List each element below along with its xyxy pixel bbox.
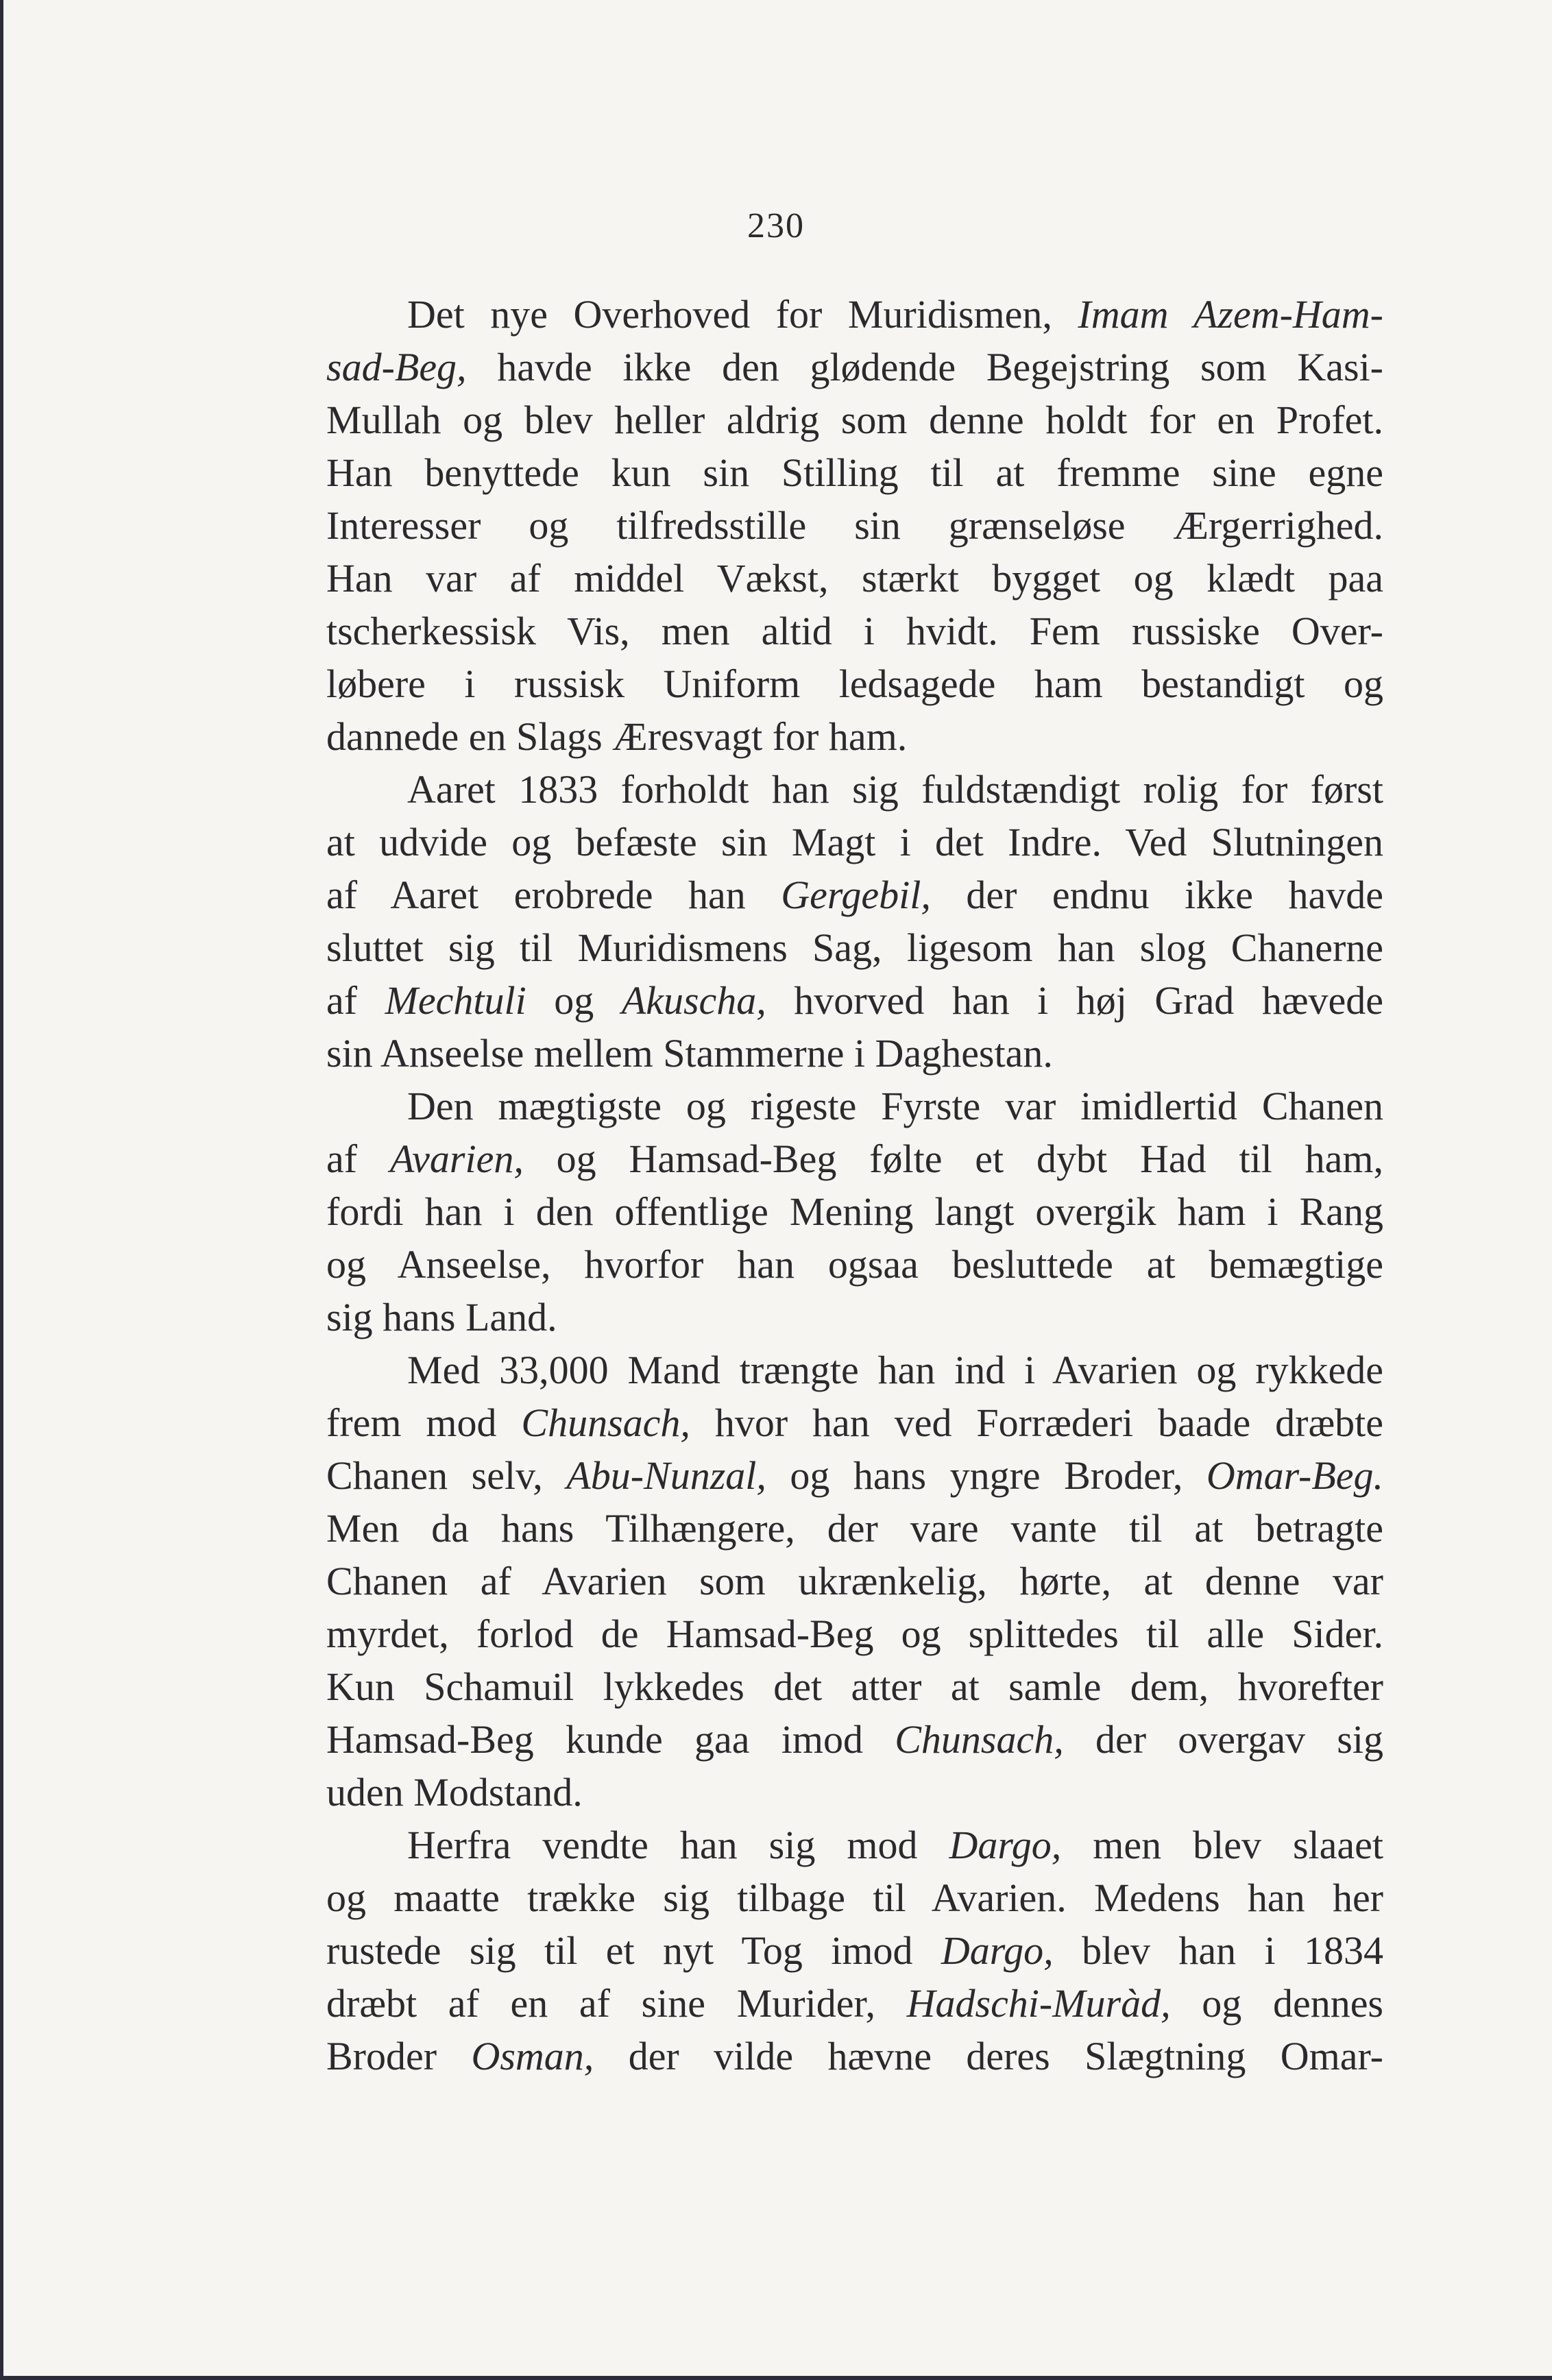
italic-run: Chunsach, bbox=[521, 1400, 690, 1445]
text-line bbox=[326, 2030, 1383, 2082]
text-line bbox=[326, 605, 1383, 657]
text-run: Mullah og blev heller aldrig som denne holdt for en Profet. bbox=[326, 398, 1383, 442]
text-run: og dennes bbox=[1170, 1981, 1383, 2026]
text-run: der overgav sig bbox=[1063, 1717, 1383, 1762]
text-line bbox=[326, 288, 1383, 341]
text-line bbox=[326, 763, 1383, 816]
text-run: sin Anseelse mellem Stammerne i Daghestan. bbox=[326, 1031, 1053, 1076]
text-line bbox=[326, 1132, 1383, 1185]
text-line bbox=[326, 1871, 1383, 1924]
text-run: af bbox=[326, 978, 385, 1023]
italic-run: Hadschi-Muràd, bbox=[906, 1981, 1171, 2026]
text-line bbox=[326, 446, 1383, 499]
text-run: men blev slaaet bbox=[1061, 1823, 1383, 1867]
text-line bbox=[326, 869, 1383, 921]
text-line bbox=[326, 1080, 1383, 1132]
text-line bbox=[326, 393, 1383, 446]
text-run: rustede sig til et nyt Tog imod bbox=[326, 1928, 941, 1973]
text-run: Med 33,000 Mand trængte han ind i Avarien og rykkede bbox=[407, 1348, 1383, 1392]
text-run: af Aaret erobrede han bbox=[326, 873, 781, 917]
text-line bbox=[326, 1607, 1383, 1660]
italic-run: Imam Azem-Ham- bbox=[1078, 292, 1383, 337]
text-line bbox=[326, 1396, 1383, 1449]
text-line bbox=[326, 341, 1383, 393]
text-run: tscherkessisk Vis, men altid i hvidt. Fem russiske Over- bbox=[326, 609, 1383, 653]
text-run: løbere i russisk Uniform ledsagede ham bestandigt og bbox=[326, 661, 1383, 706]
text-run: og maatte trække sig tilbage til Avarien. Medens han her bbox=[326, 1875, 1383, 1920]
text-run: Herfra vendte han sig mod bbox=[407, 1823, 949, 1867]
text-line bbox=[326, 1766, 1383, 1819]
text-run: af bbox=[326, 1137, 390, 1181]
text-line bbox=[326, 1344, 1383, 1396]
text-run: Kun Schamuil lykkedes det atter at samle dem, hvorefter bbox=[326, 1664, 1383, 1709]
text-run: Aaret 1833 forholdt han sig fuldstændigt rolig for først bbox=[407, 767, 1383, 812]
paragraph bbox=[326, 1344, 1383, 1819]
italic-run: Chunsach, bbox=[895, 1717, 1064, 1762]
italic-run: Osman, bbox=[471, 2034, 594, 2078]
italic-run: Akuscha, bbox=[621, 978, 766, 1023]
text-run: dræbt af en af sine Murider, bbox=[326, 1981, 907, 2026]
italic-run: Omar-Beg. bbox=[1206, 1453, 1383, 1498]
text-line bbox=[326, 1555, 1383, 1607]
page-edge-left bbox=[0, 0, 3, 2380]
text-line bbox=[326, 1449, 1383, 1502]
italic-run: Mechtuli bbox=[385, 978, 526, 1023]
body-text bbox=[326, 288, 1383, 2082]
text-run: Det nye Overhoved for Muridismen, bbox=[407, 292, 1078, 337]
text-run: Men da hans Tilhængere, der vare vante til at betragte bbox=[326, 1506, 1383, 1551]
text-line bbox=[326, 710, 1383, 763]
italic-run: Abu-Nunzal, bbox=[566, 1453, 766, 1498]
italic-run: Avarien, bbox=[389, 1137, 524, 1181]
text-line bbox=[326, 974, 1383, 1027]
text-line bbox=[326, 1713, 1383, 1766]
text-run: og Hamsad-Beg følte et dybt Had til ham, bbox=[523, 1137, 1383, 1181]
text-run: sig hans Land. bbox=[326, 1295, 557, 1339]
text-run: dannede en Slags Æresvagt for ham. bbox=[326, 714, 908, 759]
text-line bbox=[326, 1819, 1383, 1871]
text-line bbox=[326, 657, 1383, 710]
text-run: uden Modstand. bbox=[326, 1770, 583, 1814]
text-run: og Anseelse, hvorfor han ogsaa besluttede at bemægtige bbox=[326, 1242, 1383, 1287]
text-run: Chanen selv, bbox=[326, 1453, 567, 1498]
text-run: Chanen af Avarien som ukrænkelig, hørte, at denne var bbox=[326, 1559, 1383, 1603]
text-line bbox=[326, 1291, 1383, 1344]
text-line bbox=[326, 1502, 1383, 1555]
paragraph bbox=[326, 763, 1383, 1080]
paragraph bbox=[326, 1080, 1383, 1344]
text-run: og hans yngre Broder, bbox=[766, 1453, 1207, 1498]
page-number: 230 bbox=[747, 206, 805, 245]
italic-run: Dargo, bbox=[949, 1823, 1062, 1867]
text-run: hvorved han i høj Grad hævede bbox=[766, 978, 1383, 1023]
text-run: frem mod bbox=[326, 1400, 522, 1445]
text-line bbox=[326, 552, 1383, 605]
paragraph bbox=[326, 1819, 1383, 2082]
text-run: og bbox=[526, 978, 622, 1023]
text-line bbox=[326, 1185, 1383, 1238]
text-run: havde ikke den glødende Begejstring som Kasi- bbox=[466, 345, 1383, 389]
text-run: Den mægtigste og rigeste Fyrste var imidlertid Chanen bbox=[407, 1084, 1383, 1128]
text-line bbox=[326, 1924, 1383, 1977]
text-line bbox=[326, 921, 1383, 974]
italic-run: Gergebil, bbox=[781, 873, 931, 917]
text-run: der endnu ikke havde bbox=[930, 873, 1383, 917]
text-run: at udvide og befæste sin Magt i det Indre. Ved Slutningen bbox=[326, 820, 1383, 864]
text-line bbox=[326, 816, 1383, 869]
text-run: Han var af middel Vækst, stærkt bygget og klædt paa bbox=[326, 556, 1383, 600]
text-run: myrdet, forlod de Hamsad-Beg og splittedes til alle Sider. bbox=[326, 1612, 1383, 1656]
italic-run: Dargo, bbox=[941, 1928, 1054, 1973]
text-run: blev han i 1834 bbox=[1053, 1928, 1383, 1973]
text-line bbox=[326, 1027, 1383, 1080]
text-run: Broder bbox=[326, 2034, 472, 2078]
text-run: fordi han i den offentlige Mening langt overgik ham i Rang bbox=[326, 1189, 1383, 1234]
text-run: hvor han ved Forræderi baade dræbte bbox=[690, 1400, 1383, 1445]
text-run: Hamsad-Beg kunde gaa imod bbox=[326, 1717, 895, 1762]
text-line bbox=[326, 499, 1383, 552]
paragraph bbox=[326, 288, 1383, 763]
text-line bbox=[326, 1977, 1383, 2030]
text-line bbox=[326, 1660, 1383, 1713]
text-run: sluttet sig til Muridismens Sag, ligesom han slog Chanerne bbox=[326, 925, 1383, 970]
italic-run: sad-Beg, bbox=[326, 345, 467, 389]
text-run: Han benyttede kun sin Stilling til at fremme sine egne bbox=[326, 450, 1383, 495]
text-run: der vilde hævne deres Slægtning Omar- bbox=[594, 2034, 1383, 2078]
page-edge-bottom bbox=[0, 2376, 1552, 2380]
text-line bbox=[326, 1238, 1383, 1291]
text-run: Interesser og tilfredsstille sin grænseløse Ærgerrighed. bbox=[326, 503, 1383, 548]
